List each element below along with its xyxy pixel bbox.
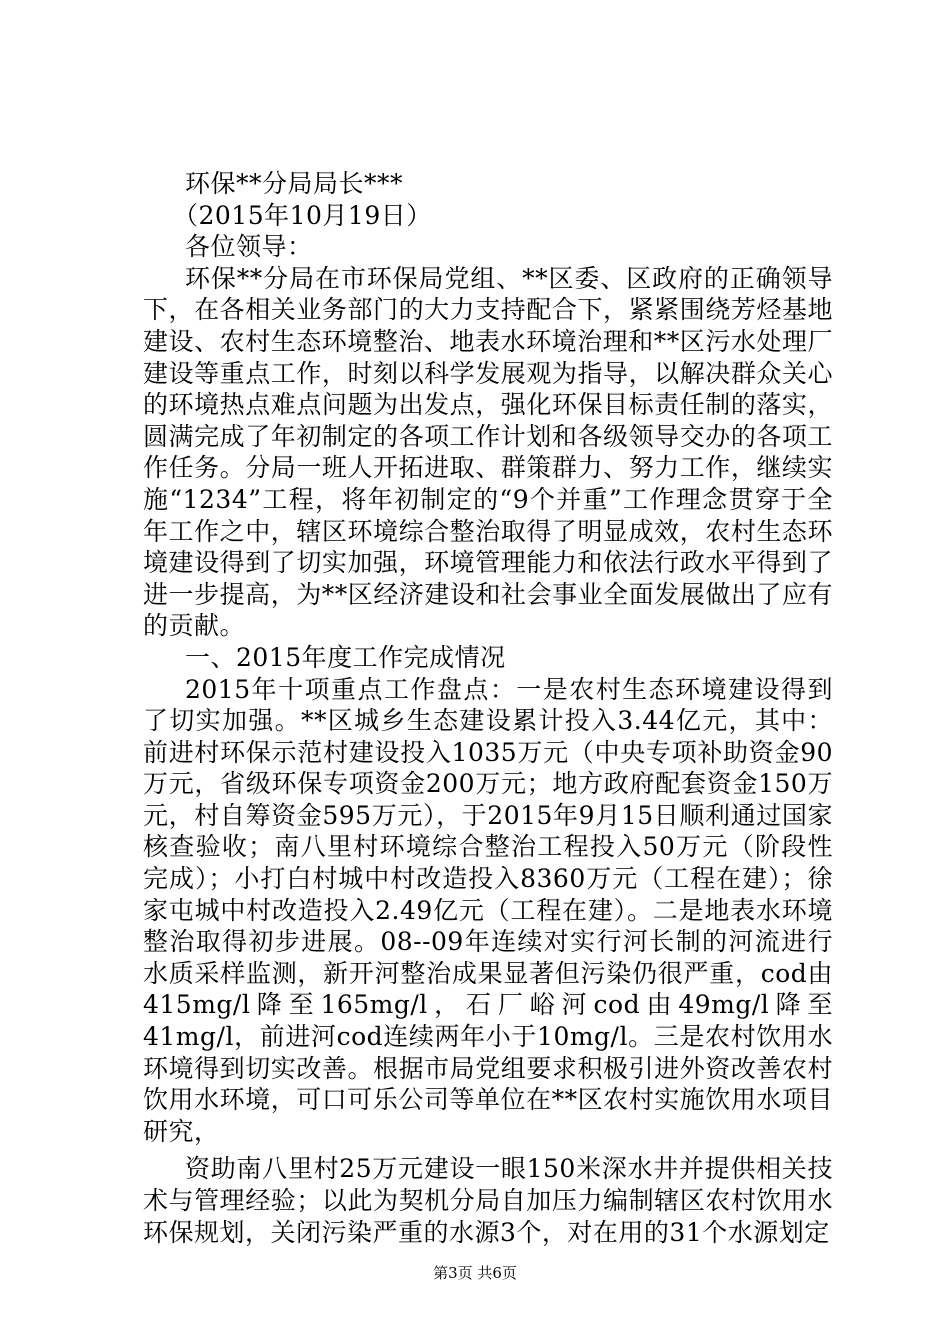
author-line: 环保**分局局长*** bbox=[185, 169, 404, 198]
paragraph: 环保**分局在市环保局党组、**区委、区政府的正确领导下，在各相关业务部门的大力支持配合下，紧紧围绕芳烃基地建设、农村生态环境整治、地表水环境治理和**区污水处理厂建设等重点工作，时刻以科学发展观为指导，以解决群众关心的环境热点难点问题为出发点，强化环保目标责任制的落实，圆满完成了年初制定的各项工作计划和各级领导交办的各项工作任务。分局一班人开拓进取、群策群力、努力工作，继续实施“1234”工程，将年初制定的“9个并重”工作理念贯穿于全年工作之中，辖区环境综合整治取得了明显成效，农村生态环境建设得到了切实加强，环境管理能力和依法行政水平得到了进一步提高，为**区经济建设和社会事业全面发展做出了应有的贡献。 bbox=[143, 263, 833, 641]
section-heading: 一、2015年度工作完成情况 bbox=[185, 642, 506, 672]
document-body bbox=[143, 168, 833, 1248]
page-number: 第3页 共6页 bbox=[433, 1264, 517, 1282]
paragraph: 2015年十项重点工作盘点：一是农村生态环境建设得到了切实加强。**区城乡生态建设累计投入3.44亿元，其中：前进村环保示范村建设投入1035万元（中央专项补助资金90万元，省级环保专项资金200万元；地方政府配套资金150万元，村自筹资金595万元），于2015年9月15日顺利通过国家核查验收；南八里村环境综合整治工程投入50万元（阶段性完成）；小打白村城中村改造投入8360万元（工程在建）；徐家屯城中村改造投入2.49亿元（工程在建）。二是地表水环境整治取得初步进展。08--09年连续对实行河长制的河流进行水质采样监测，新开河整治成果显著但污染仍很严重，cod由415mg/l降至165mg/l，石厂峪河cod由49mg/l降至41mg/l，前进河cod连续两年小于10mg/l。三是农村饮用水环境得到切实改善。根据市局党组要求积极引进外资改善农村饮用水环境，可口可乐公司等单位在**区农村实施饮用水项目研究， bbox=[143, 674, 833, 1146]
date-line: （2015年10月19日） bbox=[173, 200, 432, 230]
paragraph: 资助南八里村25万元建设一眼150米深水井并提供相关技术与管理经验；以此为契机分局自加压力编制辖区农村饮用水环保规划，关闭污染严重的水源3个，对在用的31个水源划定 bbox=[143, 1154, 833, 1247]
salutation: 各位领导： bbox=[185, 232, 313, 262]
